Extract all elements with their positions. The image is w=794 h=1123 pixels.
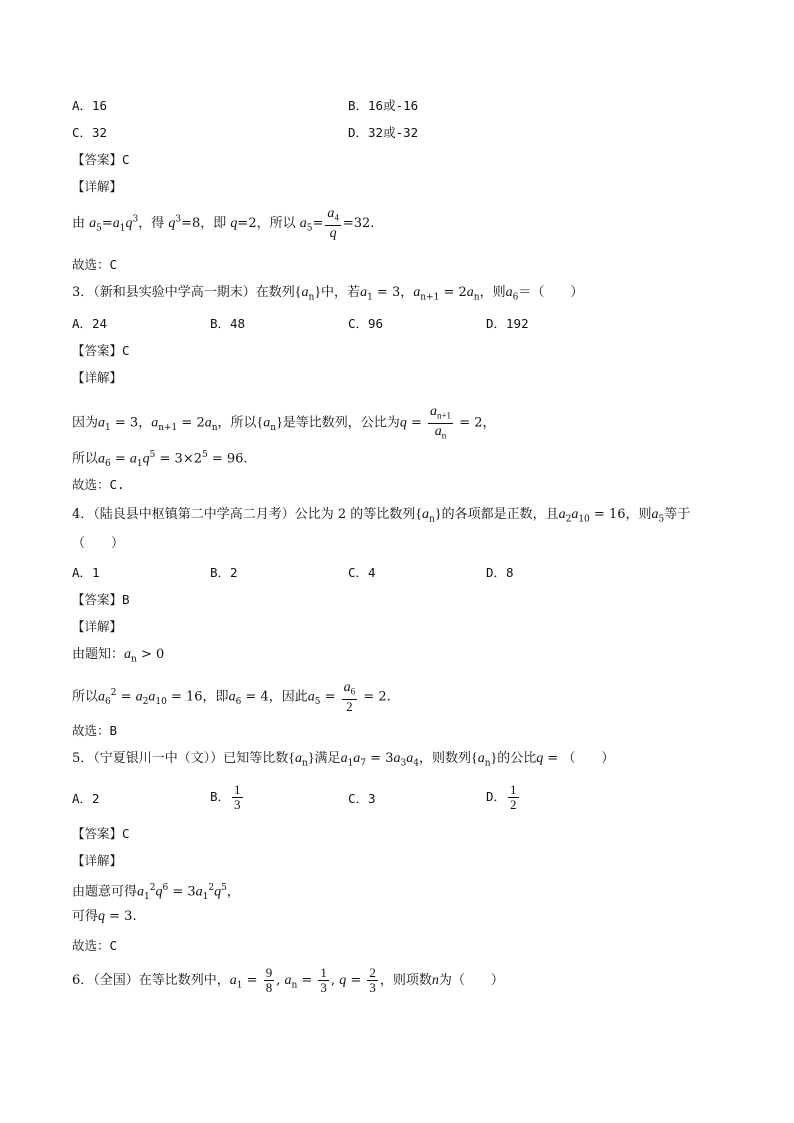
q4-conclusion: 故选：B — [72, 723, 118, 738]
q3-option-c[interactable]: C．96 — [348, 316, 384, 331]
q3-stem: 3．（新和县实验中学高一期末）在数列$\{a_n\}$中，若$a_1 = 3$，$a_{n+1} = 2a_n$，则$a_6=$（ ） — [72, 285, 584, 303]
q2-detail-formula: 由 $a_5=a_1q^3$，得 $q^3=8$，即 q=2，所以 $a_5=$ $\frac{a_4}{q}$ =32. — [72, 206, 375, 241]
q5-detail-heading: 【详解】 — [72, 853, 123, 868]
q4-detail-line1: 由题知：$a_n > 0$ — [72, 647, 165, 665]
q4-detail-line2: 所以$a_6^2 = a_2a_{10} = 16$，即$a_6 = 4$，因此$a_5$ = $\frac{a_6}{2}$ = 2. — [72, 680, 391, 714]
q4-answer: 【答案】B — [72, 592, 130, 607]
q3-answer: 【答案】C — [72, 343, 130, 358]
q4-option-b[interactable]: B．2 — [210, 565, 238, 580]
q3-detail-line2: 所以$a_6 = a_1q^5 = 3\times 2^5 = 96$. — [72, 450, 248, 469]
q4-detail-heading: 【详解】 — [72, 619, 123, 634]
q3-option-a[interactable]: A．24 — [72, 316, 108, 331]
q3-detail-line1: 因为$a_1 = 3$，$a_{n+1} = 2a_n$，所以$\{a_n\}$是等比数列，公比为q = $\frac{a_{n+1}}{a_n}$ = 2， — [72, 404, 496, 441]
q3-conclusion: 故选：C. — [72, 477, 125, 492]
q2-option-b[interactable]: B．16或-16 — [348, 98, 419, 113]
q5-option-b[interactable]: B． $\frac{1}{3}$ — [210, 782, 241, 812]
q4-option-c[interactable]: C．4 — [348, 565, 376, 580]
q3-option-b[interactable]: B．48 — [210, 316, 246, 331]
q4-option-a[interactable]: A．1 — [72, 565, 100, 580]
q4-option-d[interactable]: D．8 — [486, 565, 514, 580]
q4-stem: 4．（陆良县中枢镇第二中学高二月考）公比为 2 的等比数列$\{a_n\}$的各项都是正数，且$a_2a_{10} = 16$，则$a_5$等于 — [72, 507, 691, 525]
q5-stem: 5．（宁夏银川一中（文））已知等比数$\{a_n\}$满足$a_1a_7 = 3a_3a_4$，则数列$\{a_n\}$的公比q = （ ） — [72, 751, 615, 769]
q3-detail-heading: 【详解】 — [72, 370, 123, 385]
q2-option-d[interactable]: D．32或-32 — [348, 125, 419, 140]
q5-answer: 【答案】C — [72, 826, 130, 841]
q2-detail-heading: 【详解】 — [72, 179, 123, 194]
q5-conclusion: 故选：C — [72, 938, 118, 953]
q5-detail-line2: 可得q = 3. — [72, 909, 137, 924]
q5-option-c[interactable]: C．3 — [348, 791, 376, 806]
q2-conclusion: 故选：C — [72, 257, 118, 272]
q4-stem-line2: （ ） — [72, 536, 125, 551]
q2-answer: 【答案】C — [72, 152, 130, 167]
q3-option-d[interactable]: D．192 — [486, 316, 529, 331]
q6-stem: 6．（全国）在等比数列中，$a_1$ = $\frac{9}{8}$ , $a_n$ = $\frac{1}{3}$ , q = $\frac{2}{3}$ ，则项数n为（ ） — [72, 965, 504, 995]
q5-detail-line1: 由题意可得$a_1^2q^6 = 3a_1^2q^5$， — [72, 883, 240, 902]
q2-option-a[interactable]: A．16 — [72, 98, 108, 113]
q5-option-d[interactable]: D． $\frac{1}{2}$ — [486, 782, 517, 812]
q2-option-c[interactable]: C．32 — [72, 125, 108, 140]
q5-option-a[interactable]: A．2 — [72, 791, 100, 806]
